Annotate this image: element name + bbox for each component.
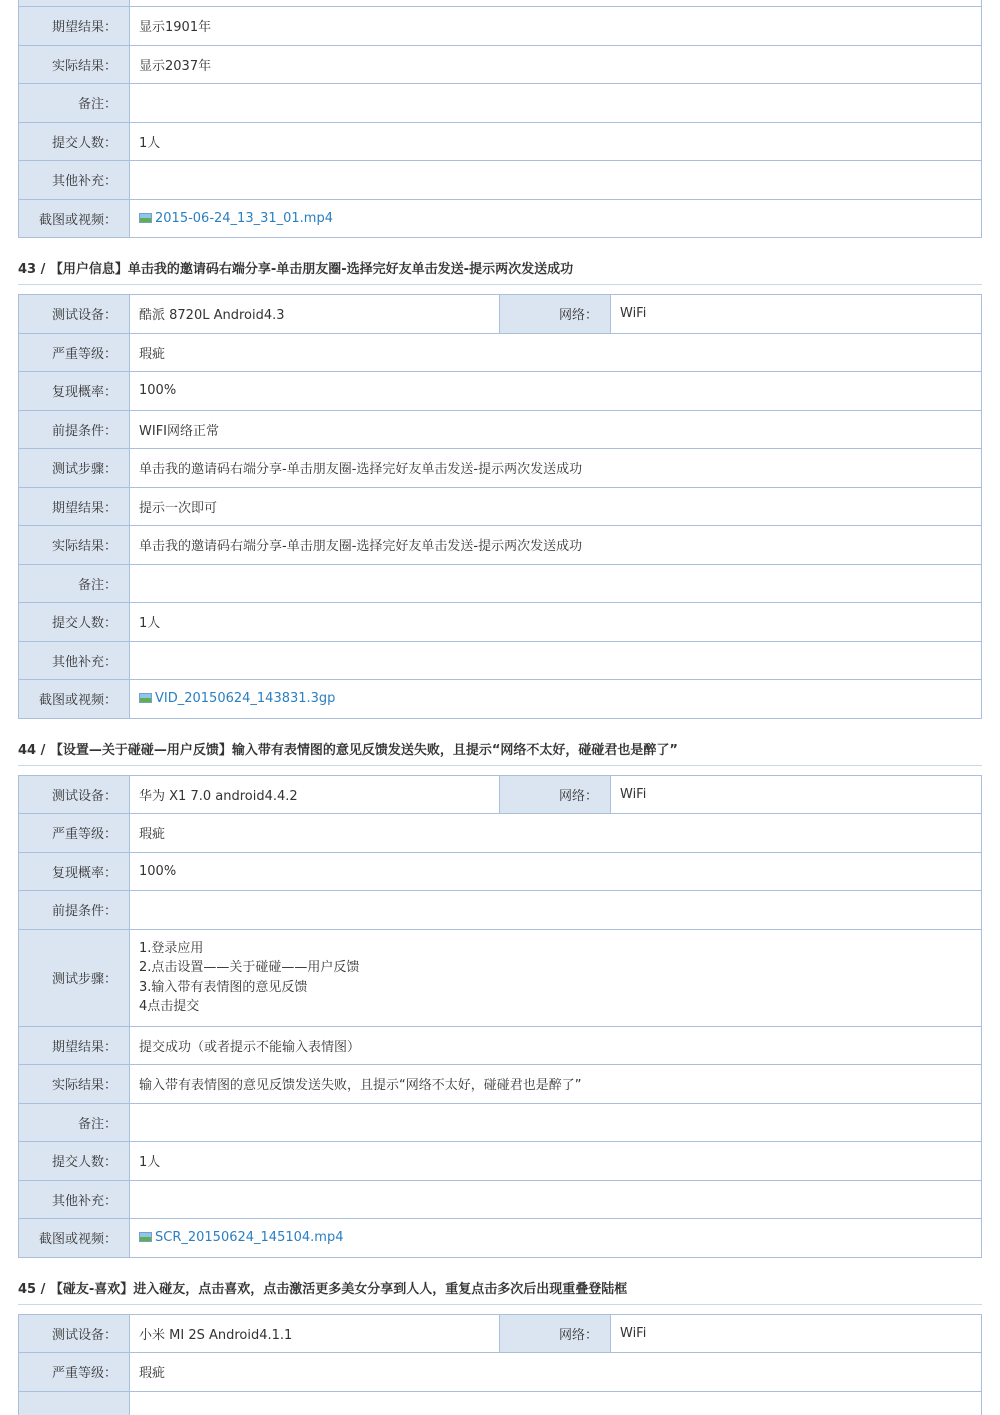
- row-value: 单击我的邀请码右端分享-单击朋友圈-选择完好友单击发送-提示两次发送成功: [130, 449, 982, 488]
- table-row: [19, 680, 982, 719]
- table-row: [19, 295, 982, 334]
- bug-title: 43 / 【用户信息】单击我的邀请码右端分享-单击朋友圈-选择完好友单击发送-提示两次发送成功: [18, 262, 574, 277]
- attachment-cell: [130, 680, 982, 719]
- row-value: 单击我的邀请码右端分享-单击朋友圈-选择完好友单击发送-提示两次发送成功: [130, 526, 982, 565]
- row-value: 瑕疵: [130, 814, 982, 853]
- divider: [18, 1304, 982, 1305]
- table-row: [19, 333, 982, 372]
- table-row: [19, 449, 982, 488]
- row-label: 提交人数：: [19, 122, 130, 161]
- bug-42-table: [18, 0, 982, 238]
- row-label: 备注：: [19, 1103, 130, 1142]
- row-label: 备注：: [19, 84, 130, 123]
- row-label: 复现概率：: [19, 372, 130, 411]
- table-row: [19, 84, 982, 123]
- row-value: 1人: [130, 1142, 982, 1181]
- step-line: 3.输入带有表情图的意见反馈: [139, 979, 308, 995]
- table-row: [19, 852, 982, 891]
- step-line: 4点击提交: [139, 999, 200, 1014]
- row-label: 严重等级：: [19, 333, 130, 372]
- steps-cell: [130, 929, 982, 1026]
- row-label: 提交人数：: [19, 603, 130, 642]
- table-row: [19, 199, 982, 238]
- image-file-icon: [139, 1232, 152, 1242]
- table-row: [19, 1314, 982, 1353]
- row-label: 严重等级：: [19, 1353, 130, 1392]
- device-value: 华为 X1 7.0 android4.4.2: [130, 775, 500, 814]
- row-value: [130, 1103, 982, 1142]
- row-label: 测试设备：: [19, 775, 130, 814]
- table-row: [19, 929, 982, 1026]
- row-value: [130, 1180, 982, 1219]
- row-label: 实际结果：: [19, 526, 130, 565]
- table-row: [19, 814, 982, 853]
- row-label: 其他补充：: [19, 161, 130, 200]
- network-value: WiFi: [611, 295, 982, 334]
- step-line: 1.登录应用: [139, 940, 204, 956]
- row-value: 瑕疵: [130, 1353, 982, 1392]
- row-value: [130, 564, 982, 603]
- row-value: 提交成功（或者提示不能输入表情图）: [130, 1026, 982, 1065]
- row-label: 测试步骤：: [19, 449, 130, 488]
- row-value: WIFI网络正常: [130, 410, 982, 449]
- row-value: 瑕疵: [130, 333, 982, 372]
- row-label: 测试设备：: [19, 1314, 130, 1353]
- row-label: 复现概率：: [19, 852, 130, 891]
- bug-43-table: [18, 294, 982, 719]
- attachment-cell: [130, 199, 982, 238]
- row-value: 显示2037年: [130, 45, 982, 84]
- row-label: 测试设备：: [19, 295, 130, 334]
- bug-title: 45 / 【碰友-喜欢】进入碰友，点击喜欢，点击激活更多美女分享到人人，重复点击多次后出现重叠登陆框: [18, 1281, 628, 1297]
- row-label: 网络：: [500, 775, 611, 814]
- row-value: 显示1901年: [130, 7, 982, 46]
- table-row: [19, 1142, 982, 1181]
- table-row: [19, 1391, 982, 1415]
- row-value: [130, 641, 982, 680]
- table-row: [19, 641, 982, 680]
- row-value: 1人: [130, 122, 982, 161]
- table-row: [19, 775, 982, 814]
- row-value: 1人: [130, 603, 982, 642]
- row-label: [19, 1391, 130, 1415]
- row-label: 其他补充：: [19, 641, 130, 680]
- row-value: 100%: [130, 372, 982, 411]
- bug-44-table: [18, 775, 982, 1258]
- row-label: 期望结果：: [19, 7, 130, 46]
- table-row: [19, 1065, 982, 1104]
- row-value: [130, 1391, 982, 1415]
- bug-44-heading: [18, 719, 982, 775]
- table-row: [19, 1353, 982, 1392]
- row-label: 前提条件：: [19, 891, 130, 930]
- row-label: 截图或视频：: [19, 1219, 130, 1258]
- row-label: 截图或视频：: [19, 680, 130, 719]
- row-value: [130, 891, 982, 930]
- bug-45-table: [18, 1314, 982, 1415]
- row-label: 实际结果：: [19, 1065, 130, 1104]
- bug-43-heading: [18, 238, 982, 294]
- row-value: 输入带有表情图的意见反馈发送失败，且提示“网络不太好，碰碰君也是醉了”: [130, 1065, 982, 1104]
- row-label: 截图或视频：: [19, 199, 130, 238]
- row-value: [130, 84, 982, 123]
- divider: [18, 765, 982, 766]
- device-value: 酷派 8720L Android4.3: [130, 295, 500, 334]
- row-label: 备注：: [19, 564, 130, 603]
- row-value: 100%: [130, 852, 982, 891]
- row-label: 提交人数：: [19, 1142, 130, 1181]
- table-row: [19, 1219, 982, 1258]
- table-row: [19, 526, 982, 565]
- attachment-cell: [130, 1219, 982, 1258]
- row-label: 严重等级：: [19, 814, 130, 853]
- table-row: [19, 1103, 982, 1142]
- table-row: [19, 122, 982, 161]
- table-row: [19, 161, 982, 200]
- row-label: 网络：: [500, 1314, 611, 1353]
- table-row: [19, 410, 982, 449]
- row-label: 网络：: [500, 295, 611, 334]
- table-row: [19, 45, 982, 84]
- table-row: [19, 564, 982, 603]
- table-row: [19, 1180, 982, 1219]
- row-label: 前提条件：: [19, 410, 130, 449]
- network-value: WiFi: [611, 1314, 982, 1353]
- bug-45-heading: [18, 1258, 982, 1314]
- device-value: 小米 MI 2S Android4.1.1: [130, 1314, 500, 1353]
- table-row: [19, 603, 982, 642]
- bug-title: 44 / 【设置—关于碰碰—用户反馈】输入带有表情图的意见反馈发送失败，且提示“网络不太好，碰碰君也是醉了”: [18, 742, 678, 758]
- table-row: [19, 372, 982, 411]
- row-label: 期望结果：: [19, 1026, 130, 1065]
- row-label: 期望结果：: [19, 487, 130, 526]
- row-value: [130, 161, 982, 200]
- table-row: [19, 7, 982, 46]
- image-file-icon: [139, 213, 152, 223]
- row-value: 提示一次即可: [130, 487, 982, 526]
- row-label: 实际结果：: [19, 45, 130, 84]
- table-row: [19, 891, 982, 930]
- attachment-link[interactable]: SCR_20150624_145104.mp4: [155, 1230, 344, 1246]
- table-row: [19, 1026, 982, 1065]
- row-label: 测试步骤：: [19, 929, 130, 1026]
- image-file-icon: [139, 693, 152, 703]
- network-value: WiFi: [611, 775, 982, 814]
- divider: [18, 284, 982, 285]
- attachment-link[interactable]: 2015-06-24_13_31_01.mp4: [155, 210, 333, 226]
- attachment-link[interactable]: VID_20150624_143831.3gp: [155, 691, 336, 707]
- table-row: [19, 487, 982, 526]
- bug-report-page: [18, 0, 982, 1415]
- step-line: 2.点击设置——关于碰碰——用户反馈: [139, 960, 360, 975]
- row-label: 其他补充：: [19, 1180, 130, 1219]
